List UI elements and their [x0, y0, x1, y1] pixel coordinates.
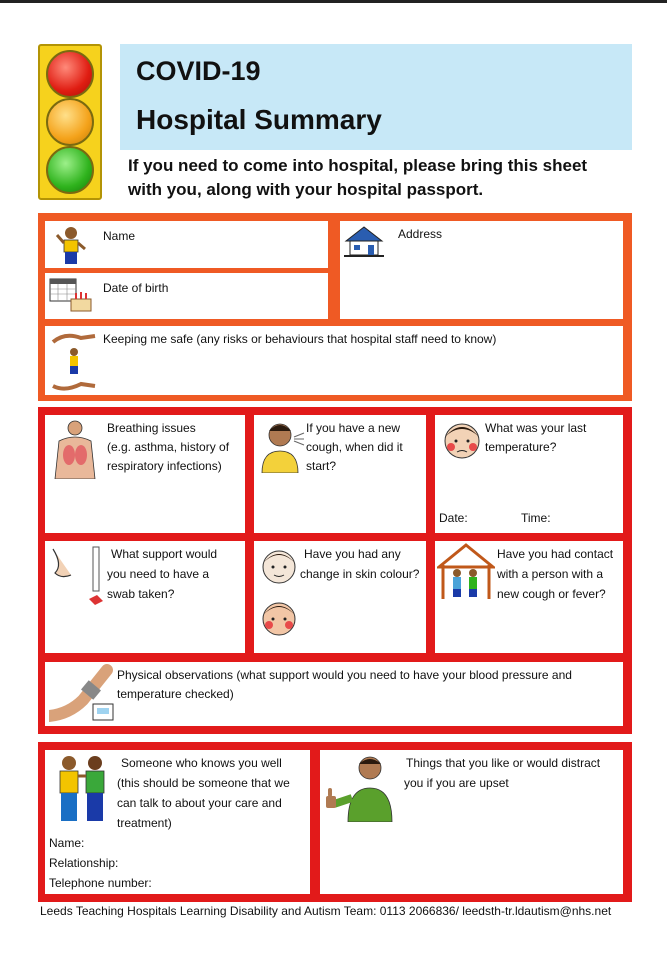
blood-pressure-arm-icon [49, 664, 115, 724]
name-cell[interactable] [45, 221, 328, 268]
address-cell[interactable] [340, 221, 623, 319]
lungs-person-icon [49, 419, 101, 479]
swab-line-1: What support would [111, 547, 218, 561]
contact-line-2: with a person with a [497, 567, 604, 581]
intro-line-1: If you need to come into hospital, please bring this sheet [128, 156, 588, 175]
someone-line-2: (this should be someone that we [117, 776, 290, 790]
intro-text [128, 154, 648, 202]
intro-line-2: with you, along with your hospital passport. [128, 180, 484, 199]
address-label: Address [398, 227, 443, 241]
red-light-icon [46, 50, 94, 98]
observations-line-1: Physical observations (what support would you need to have your blood pressure and [117, 668, 572, 682]
cough-line-3: start? [306, 459, 337, 473]
temperature-cell[interactable] [435, 415, 623, 533]
health-section [38, 407, 632, 734]
calendar-cake-icon [49, 277, 93, 313]
things-line-1: Things that you like or would distract [406, 756, 601, 770]
title-line-2: Hospital Summary [136, 104, 382, 135]
cough-line-1: If you have a new [306, 421, 401, 435]
skin-change-face-icon [258, 545, 300, 649]
keeping-safe-cell[interactable] [45, 326, 623, 395]
green-light-icon [46, 146, 94, 194]
house-icon [344, 225, 384, 259]
contact-line-3: new cough or fever? [497, 587, 606, 601]
skin-line-1: Have you had any [304, 547, 401, 561]
name-label: Name [103, 229, 136, 243]
keeping-safe-label: Keeping me safe (any risks or behaviours that hospital staff need to know) [103, 332, 497, 346]
someone-line-4: treatment) [117, 816, 172, 830]
someone-knows-you-cell[interactable] [45, 750, 310, 894]
coughing-person-icon [258, 419, 306, 473]
cough-line-2: cough, when did it [306, 440, 403, 454]
breathing-line-1: Breathing issues [107, 421, 196, 435]
swab-line-3: swab taken? [107, 587, 175, 601]
someone-line-1: Someone who knows you well [121, 756, 282, 770]
contact-name-field: Name: [49, 836, 85, 850]
things-line-2: you if you are upset [404, 776, 509, 790]
footer-contact: Leeds Teaching Hospitals Learning Disability and Autism Team: 0113 2066836/ leedsth-tr.ldautism@nhs.net [40, 904, 612, 918]
temperature-date-label: Date: [439, 511, 468, 525]
traffic-light-icon [38, 44, 102, 200]
person-waving-icon [55, 225, 87, 265]
swab-cell[interactable] [45, 541, 245, 653]
nose-swab-icon [49, 545, 111, 623]
temperature-line-1: What was your last [485, 421, 587, 435]
contact-cell[interactable] [435, 541, 623, 653]
fever-face-icon [441, 419, 483, 463]
temperature-time-label: Time: [521, 511, 551, 525]
title-banner [120, 44, 632, 150]
cough-cell[interactable] [254, 415, 426, 533]
someone-line-3: can talk to about your care and [117, 796, 282, 810]
contact-line-1: Have you had contact [497, 547, 614, 561]
support-section [38, 742, 632, 902]
temperature-line-2: temperature? [485, 440, 557, 454]
things-you-like-cell[interactable] [320, 750, 623, 894]
skin-line-2: change in skin colour? [300, 567, 420, 581]
title-line-1: COVID-19 [136, 56, 261, 86]
swab-line-2: you need to have a [107, 567, 210, 581]
personal-details-section [38, 213, 632, 401]
breathing-line-3: respiratory infections) [107, 459, 222, 473]
dob-cell[interactable] [45, 273, 328, 319]
observations-line-2: temperature checked) [117, 687, 234, 701]
breathing-cell[interactable] [45, 415, 245, 533]
skin-colour-cell[interactable] [254, 541, 426, 653]
telephone-field: Telephone number: [49, 876, 152, 890]
breathing-line-2: (e.g. asthma, history of [107, 440, 230, 454]
top-border [0, 0, 667, 3]
thumbs-up-person-icon [324, 754, 404, 822]
family-house-icon [437, 543, 495, 601]
relationship-field: Relationship: [49, 856, 119, 870]
observations-cell[interactable] [45, 662, 623, 726]
dob-label: Date of birth [103, 281, 169, 295]
two-friends-icon [51, 754, 113, 824]
amber-light-icon [46, 98, 94, 146]
safe-hands-icon [51, 330, 97, 392]
